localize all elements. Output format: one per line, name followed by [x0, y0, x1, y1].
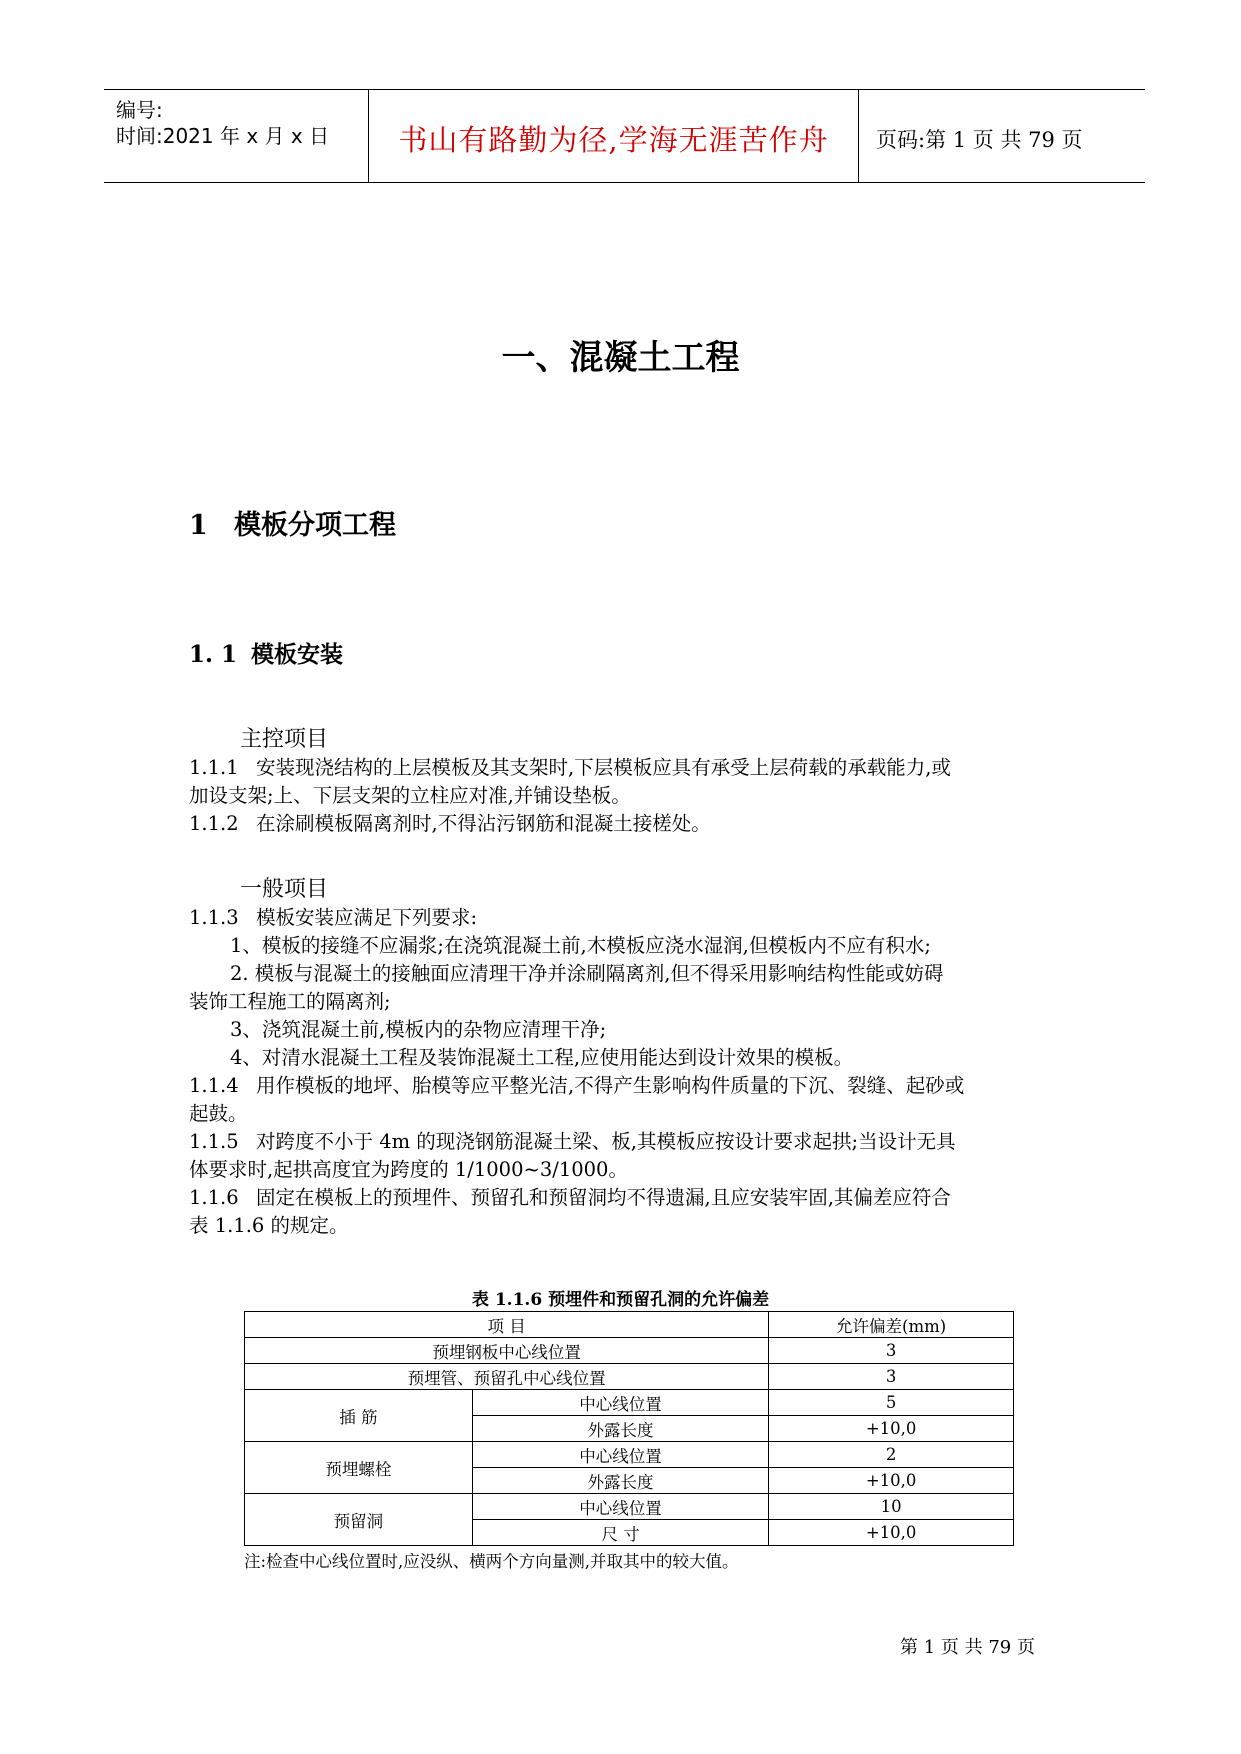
table-cell: 中心线位置: [472, 1442, 769, 1468]
section-heading: [189, 503, 396, 542]
list-item-2-cont: 装饰工程施工的隔离剂;: [189, 990, 391, 1013]
table-cell: 10: [769, 1494, 1014, 1520]
table-cell: 预埋管、预留孔中心线位置: [245, 1364, 769, 1390]
table-cell: 预埋钢板中心线位置: [245, 1338, 769, 1364]
clause-number: 1.1.5: [189, 1130, 239, 1153]
clause-text: 在涂刷模板隔离剂时,不得沾污钢筋和混凝土接槎处。: [256, 812, 711, 835]
list-item-4: 4、对清水混凝土工程及装饰混凝土工程,应使用能达到设计效果的模板。: [230, 1046, 854, 1069]
table-header-item: 项 目: [245, 1312, 769, 1338]
table-group-cell: 插 筋: [245, 1390, 473, 1442]
tolerance-table: [244, 1311, 1014, 1546]
table-row: [245, 1364, 1014, 1390]
table-note: 注:检查中心线位置时,应没纵、横两个方向量测,并取其中的较大值。: [244, 1552, 739, 1571]
table-cell: +10,0: [769, 1468, 1014, 1494]
clause-1-1-2: [189, 810, 1059, 838]
subsection-heading: [189, 636, 343, 669]
table-cell: 尺 寸: [472, 1520, 769, 1546]
table-cell: 中心线位置: [472, 1390, 769, 1416]
clause-text: 对跨度不小于 4m 的现浇钢筋混凝土梁、板,其模板应按设计要求起拱;当设计无具: [256, 1130, 956, 1153]
list-item-2: 2. 模板与混凝土的接触面应清理干净并涂刷隔离剂,但不得采用影响结构性能或妨碍: [230, 962, 944, 985]
table-cell: 外露长度: [472, 1468, 769, 1494]
table-caption: 表 1.1.6 预埋件和预留孔洞的允许偏差: [471, 1290, 770, 1310]
clause-number: 1.1.1: [189, 756, 239, 779]
clause-number: 1.1.6: [189, 1186, 239, 1209]
clause-text: 用作模板的地坪、胎模等应平整光洁,不得产生影响构件质量的下沉、裂缝、起砂或: [256, 1074, 965, 1097]
header-left-cell: [104, 90, 369, 182]
table-header-row: [245, 1312, 1014, 1338]
table-cell: +10,0: [769, 1520, 1014, 1546]
list-item-1: 1、模板的接缝不应漏浆;在浇筑混凝土前,木模板应浇水湿润,但模板内不应有积水;: [230, 934, 931, 957]
general-items-heading: 一般项目: [240, 877, 329, 902]
header-motto: 书山有路勤为径,学海无涯苦作舟: [398, 123, 829, 157]
section-title: 模板分项工程: [234, 510, 396, 541]
clause-1-1-1-cont: 加设支架;上、下层支架的立柱应对准,并铺设垫板。: [189, 784, 631, 807]
section-number: 1: [189, 510, 208, 541]
clause-text: 固定在模板上的预埋件、预留孔和预留洞均不得遗漏,且应安装牢固,其偏差应符合: [256, 1186, 951, 1209]
clause-1-1-4: [189, 1072, 1059, 1100]
clause-1-1-5-cont: 体要求时,起拱高度宜为跨度的 1/1000~3/1000。: [189, 1158, 628, 1181]
table-header-tolerance: 允许偏差(mm): [769, 1312, 1014, 1338]
clause-text: 安装现浇结构的上层模板及其支架时,下层模板应具有承受上层荷载的承载能力,或: [256, 756, 951, 779]
clause-1-1-3: [189, 904, 1059, 932]
table-cell: 3: [769, 1338, 1014, 1364]
table-group-cell: 预留洞: [245, 1494, 473, 1546]
header-motto-cell: [369, 90, 859, 182]
header-page-label: 页码:第 1 页 共 79 页: [876, 128, 1083, 152]
clause-number: 1.1.4: [189, 1074, 239, 1097]
page-footer: 第 1 页 共 79 页: [900, 1637, 1035, 1658]
subsection-title: 模板安装: [251, 641, 343, 668]
header-page-cell: [860, 90, 1145, 182]
main-items-heading: 主控项目: [240, 727, 329, 752]
clause-1-1-1: [189, 754, 1059, 782]
clause-1-1-5: [189, 1128, 1059, 1156]
table-cell: 3: [769, 1364, 1014, 1390]
clause-number: 1.1.3: [189, 906, 239, 929]
table-row: [245, 1338, 1014, 1364]
clause-1-1-6: [189, 1184, 1059, 1212]
table-group-cell: 预埋螺栓: [245, 1442, 473, 1494]
clause-1-1-6-cont: 表 1.1.6 的规定。: [189, 1214, 349, 1237]
page-header: [104, 89, 1145, 183]
table-cell: 5: [769, 1390, 1014, 1416]
list-item-3: 3、浇筑混凝土前,模板内的杂物应清理干净;: [230, 1018, 607, 1041]
header-time-label: 时间:2021 年 x 月 x 日: [116, 124, 330, 148]
subsection-number: 1. 1: [189, 641, 238, 668]
table-cell: 2: [769, 1442, 1014, 1468]
table-row: [245, 1390, 1014, 1416]
clause-1-1-4-cont: 起鼓。: [189, 1102, 248, 1125]
table-row: [245, 1494, 1014, 1520]
clause-text: 模板安装应满足下列要求:: [256, 906, 478, 929]
clause-number: 1.1.2: [189, 812, 239, 835]
table-row: [245, 1442, 1014, 1468]
table-cell: 外露长度: [472, 1416, 769, 1442]
chapter-title: 一、混凝土工程: [501, 338, 740, 378]
table-cell: 中心线位置: [472, 1494, 769, 1520]
header-number-label: 编号:: [116, 98, 163, 122]
table-cell: +10,0: [769, 1416, 1014, 1442]
